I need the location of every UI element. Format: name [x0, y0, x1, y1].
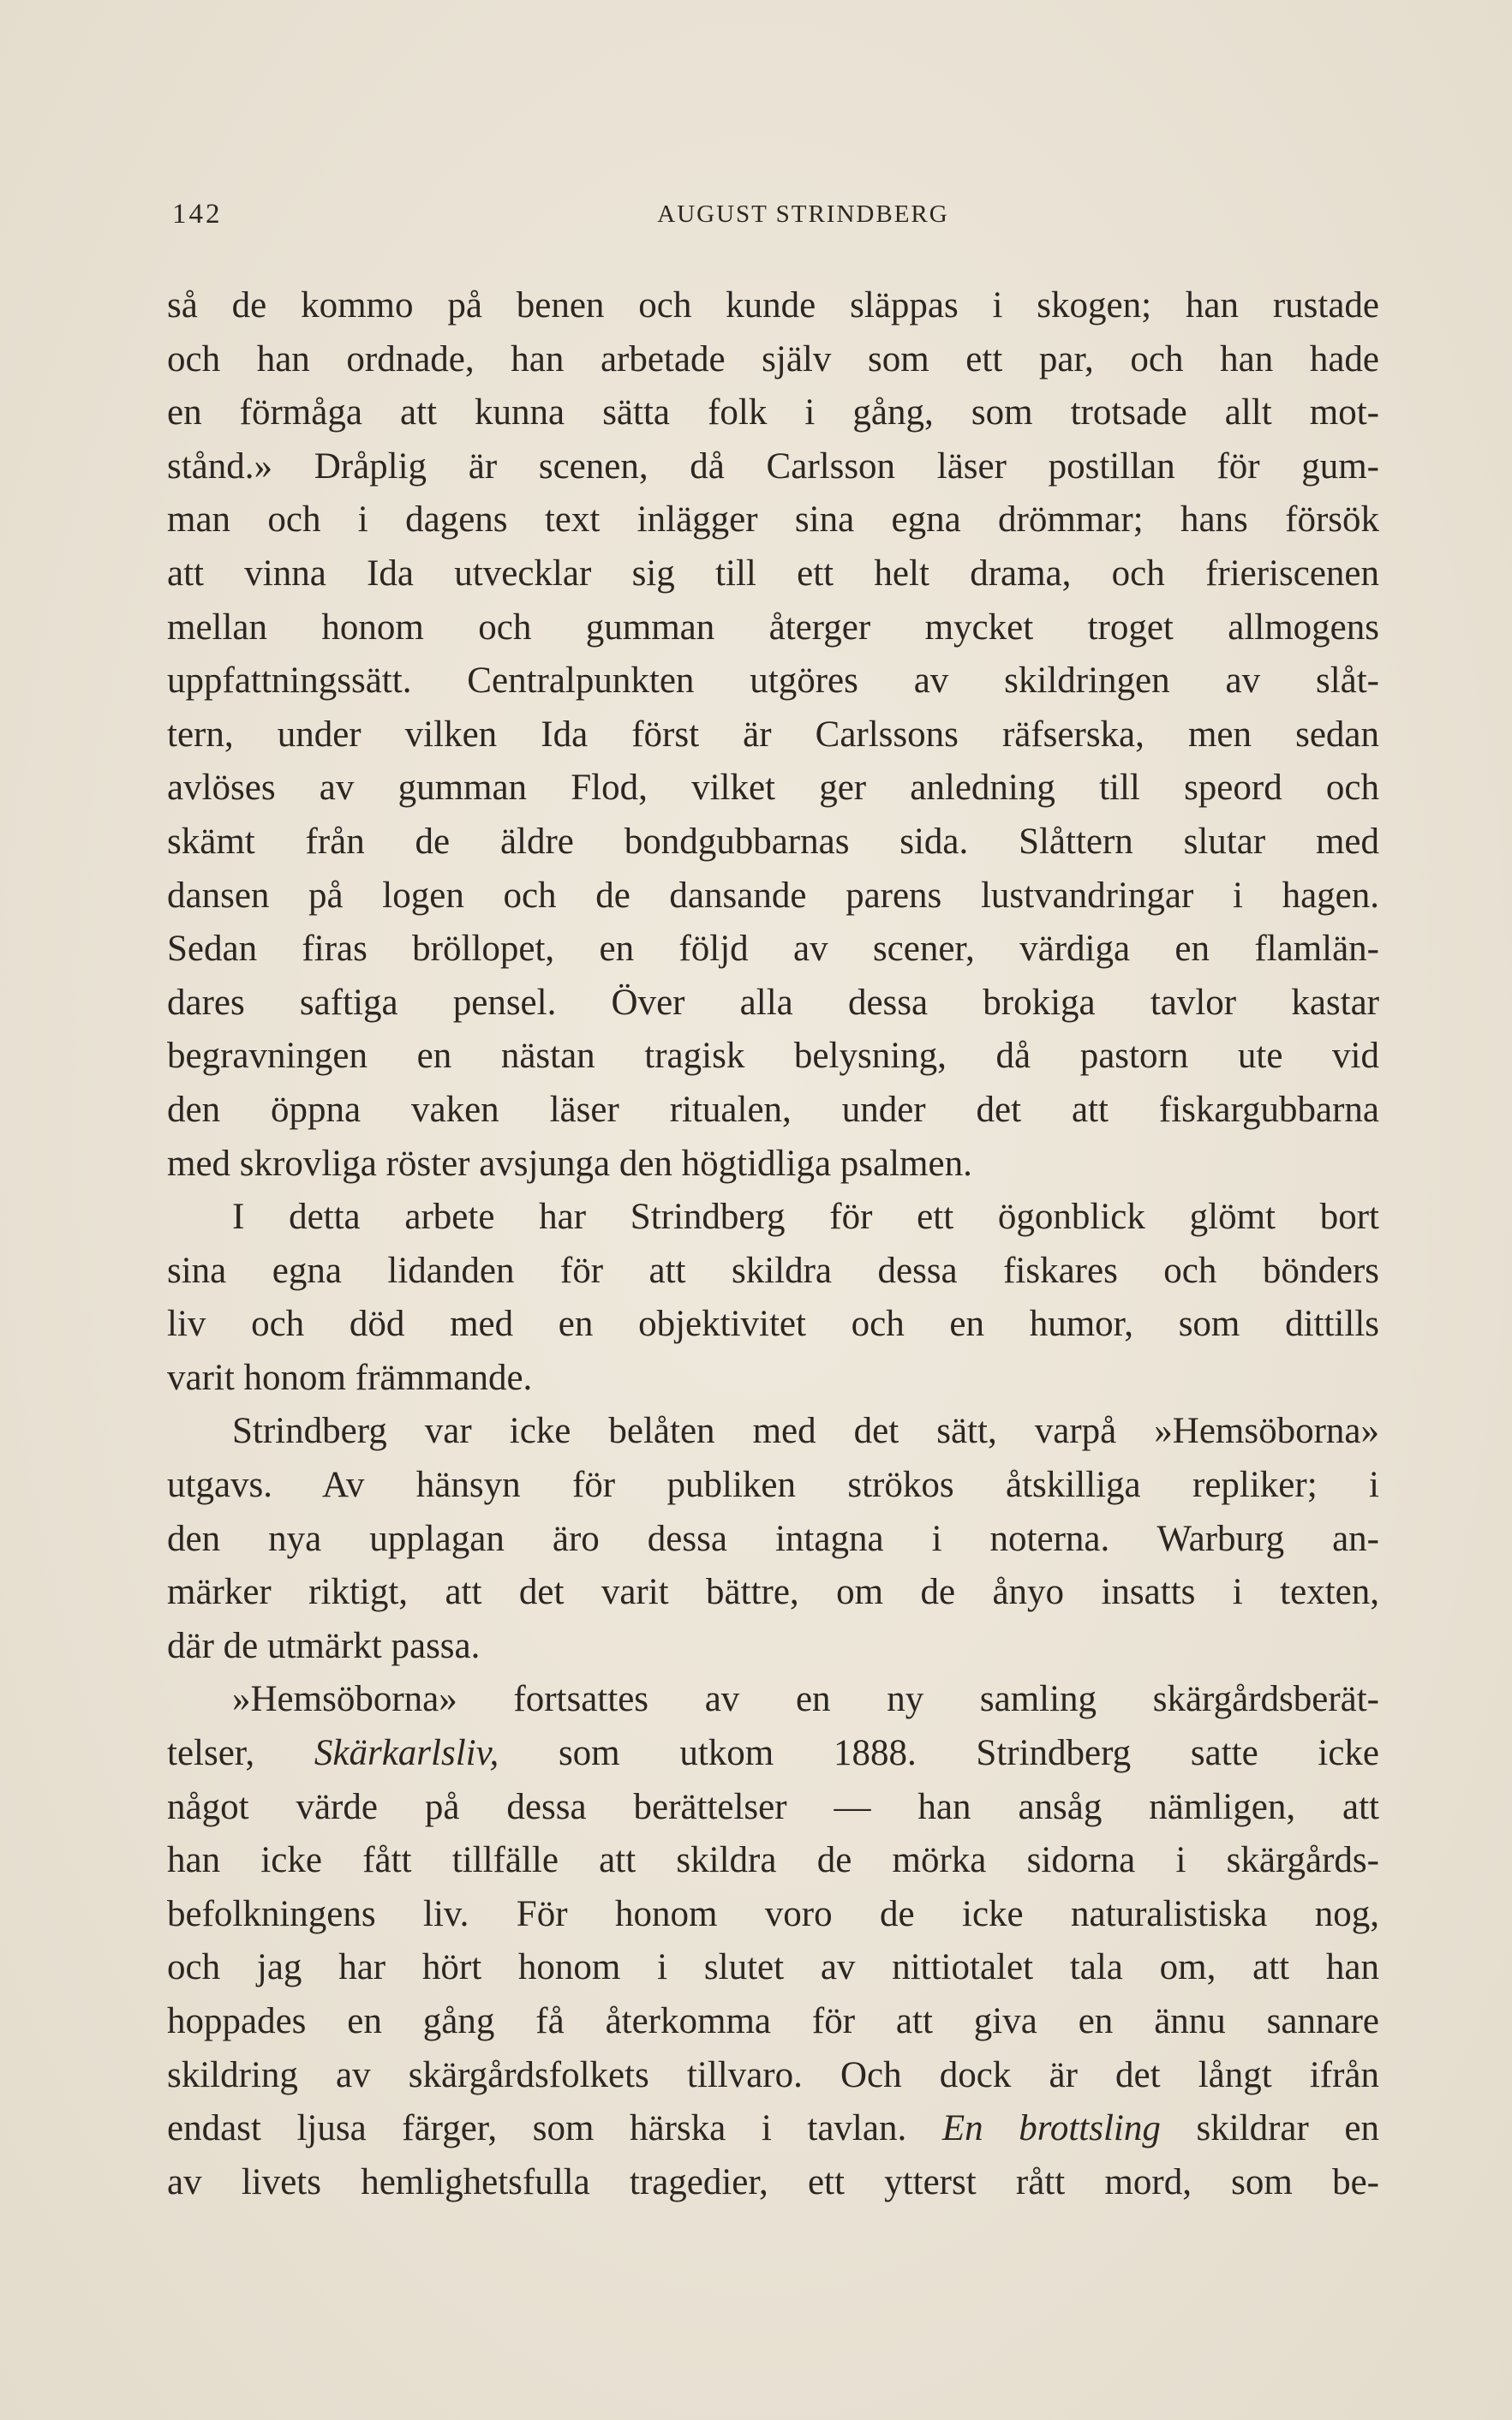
body-text: [167, 279, 1379, 2209]
text-line: liv och död med en objektivitet och en humor, som dittills: [167, 1304, 1379, 1345]
text-line: dansen på logen och de dansande parens lustvandringar i hagen.: [167, 875, 1379, 916]
text-line: dares saftiga pensel. Över alla dessa brokiga tavlor kastar: [167, 982, 1379, 1023]
text-line: att vinna Ida utvecklar sig till ett helt drama, och frieriscenen: [167, 553, 1379, 594]
text-line: den öppna vaken läser ritualen, under det att fiskargubbarna: [167, 1089, 1379, 1130]
text-segment: endast ljusa färger, som härska i tavlan.: [167, 2108, 907, 2149]
text-line: skämt från de äldre bondgubbarnas sida. Slåttern slutar med: [167, 821, 1379, 862]
text-line: utgavs. Av hänsyn för publiken strökos åtskilliga repliker; i: [167, 1465, 1379, 1506]
text-line: varit honom främmande.: [167, 1357, 533, 1398]
text-line: och han ordnade, han arbetade själv som ett par, och han hade: [167, 338, 1379, 379]
paragraph-start-line: I detta arbete har Strindberg för ett ögonblick glömt bort: [232, 1197, 1379, 1238]
text-line: skildring av skärgårdsfolkets tillvaro. Och dock är det långt ifrån: [167, 2054, 1379, 2095]
text-line: begravningen en nästan tragisk belysning, då pastorn ute vid: [167, 1036, 1379, 1077]
page-header: [167, 199, 1379, 242]
paragraph-start-line: »Hemsöborna» fortsattes av en ny samling skärgårdsberät-: [232, 1679, 1379, 1720]
text-line: tern, under vilken Ida först är Carlssons räfserska, men sedan: [167, 714, 1379, 755]
text-line: något värde på dessa berättelser — han ansåg nämligen, att: [167, 1786, 1379, 1827]
text-line: där de utmärkt passa.: [167, 1625, 481, 1666]
text-line: stånd.» Dråplig är scenen, då Carlsson läser postillan för gum-: [167, 445, 1379, 487]
text-line: mellan honom och gumman återger mycket troget allmogens: [167, 606, 1379, 648]
text-line: [167, 2102, 1379, 2156]
running-head: AUGUST STRINDBERG: [657, 200, 949, 228]
text-line: av livets hemlighetsfulla tragedier, ett ytterst rått mord, som be-: [167, 2161, 1379, 2202]
page-number: 142: [172, 199, 223, 230]
italic-title: Skärkarlsliv,: [314, 1733, 499, 1774]
text-line: befolkningens liv. För honom voro de icke naturalistiska nog,: [167, 1893, 1379, 1934]
italic-title: En brottsling: [941, 2108, 1161, 2149]
text-line: hoppades en gång få återkomma för att giva en ännu sannare: [167, 2001, 1379, 2041]
text-line: uppfattningssätt. Centralpunkten utgöres av skildringen av slåt-: [167, 660, 1379, 702]
text-line: han icke fått tillfälle att skildra de mörka sidorna i skärgårds-: [167, 1840, 1379, 1881]
text-line: och jag har hört honom i slutet av nittiotalet tala om, att han: [167, 1947, 1379, 1988]
text-line: den nya upplagan äro dessa intagna i noterna. Warburg an-: [167, 1518, 1379, 1559]
text-line: avlöses av gumman Flod, vilket ger anledning till speord och: [167, 768, 1379, 809]
text-line: [167, 1727, 1379, 1781]
text-line: märker riktigt, att det varit bättre, om de ånyo insatts i texten,: [167, 1572, 1379, 1613]
text-segment: som utkom 1888. Strindberg satte icke: [558, 1733, 1379, 1774]
text-line: så de kommo på benen och kunde släppas i skogen; han rustade: [167, 285, 1379, 326]
paragraph-start-line: Strindberg var icke belåten med det sätt, varpå »Hemsöborna»: [232, 1411, 1379, 1452]
text-segment: telser,: [167, 1733, 255, 1774]
text-line: sina egna lidanden för att skildra dessa fiskares och bönders: [167, 1250, 1379, 1291]
text-line: Sedan firas bröllopet, en följd av scener, värdiga en flamlän-: [167, 929, 1379, 970]
text-line: med skrovliga röster avsjunga den högtidliga psalmen.: [167, 1143, 972, 1184]
text-line: man och i dagens text inlägger sina egna drömmar; hans försök: [167, 499, 1379, 541]
text-line: en förmåga att kunna sätta folk i gång, som trotsade allt mot-: [167, 392, 1379, 433]
text-segment: skildrar en: [1196, 2108, 1379, 2149]
